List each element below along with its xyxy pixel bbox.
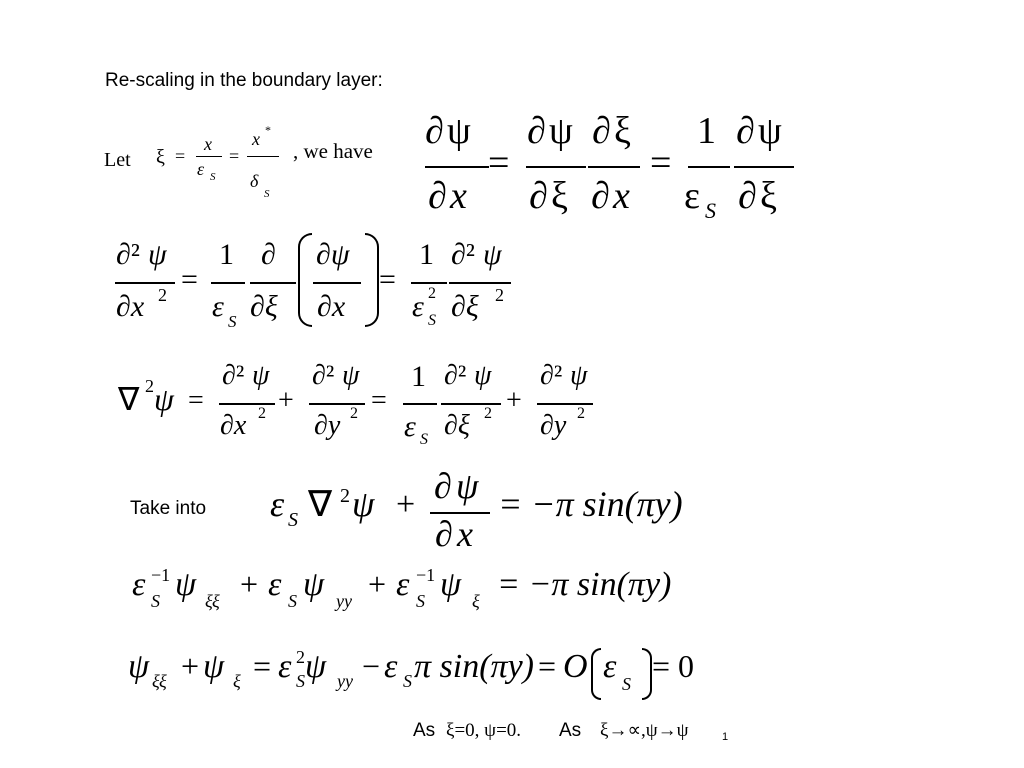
epsilon-symbol: ε	[197, 159, 205, 179]
dx-symbol: ∂x	[317, 290, 346, 323]
epsilon-symbol: ε	[404, 410, 416, 443]
d-squared-symbol: ∂²	[444, 360, 467, 391]
dxi-symbol: ∂ξ	[250, 290, 278, 323]
d-squared-symbol: ∂²	[540, 360, 563, 391]
psi-symbol: ψ	[483, 238, 502, 271]
x-symbol: x	[457, 514, 473, 554]
delta-symbol: δ	[250, 171, 259, 191]
plus-sign: +	[278, 385, 294, 416]
exponent-two: 2	[495, 285, 504, 305]
epsilon-symbol: ε	[396, 566, 410, 603]
subscript-s: S	[420, 431, 428, 448]
epsilon-symbol: ε	[603, 648, 617, 685]
exponent-two: 2	[350, 405, 358, 422]
partial-symbol: ∂	[434, 466, 452, 506]
partial-symbol: ∂	[435, 514, 453, 554]
equals-sign: =	[188, 385, 204, 416]
subscript-s: S	[228, 312, 237, 331]
psi-symbol: ψ	[570, 360, 588, 391]
right-parenthesis	[642, 648, 652, 700]
x-symbol: x	[450, 175, 467, 217]
epsilon-symbol: ε	[268, 566, 282, 603]
right-hand-side: = −π sin(πy)	[498, 484, 683, 524]
equals-sign: =	[253, 648, 272, 684]
xi-symbol: ξ	[614, 110, 631, 152]
psi-symbol: ψ	[440, 566, 462, 603]
subscript-s: S	[622, 674, 631, 694]
x-numerator: x	[252, 129, 260, 149]
xi-symbol: ξ	[156, 146, 165, 168]
psi-symbol: ψ	[342, 360, 360, 391]
exponent-two: 2	[484, 405, 492, 422]
dxi-symbol: ∂ξ	[451, 290, 479, 323]
epsilon-symbol: ε	[412, 290, 424, 323]
psi-symbol: ψ	[305, 648, 327, 685]
subscript-yy: yy	[336, 591, 352, 611]
psi-symbol: ψ	[474, 360, 492, 391]
equals-sign: =	[175, 146, 186, 166]
exponent-two: 2	[296, 647, 305, 667]
big-o-symbol: O	[563, 648, 588, 685]
partial-symbol: ∂	[428, 175, 447, 217]
plus-sign: +	[506, 385, 522, 416]
subscript-s: S	[403, 671, 412, 691]
minus-sign: −	[362, 648, 381, 684]
plus-sign: +	[240, 566, 259, 602]
subscript-s: S	[428, 312, 436, 329]
slide-title: Re-scaling in the boundary layer:	[105, 70, 383, 91]
fraction-bar	[211, 282, 245, 284]
exponent-minus-one: −1	[151, 565, 171, 585]
dy-symbol: ∂y	[540, 410, 567, 441]
fraction-bar	[734, 166, 794, 168]
partial-symbol: ∂	[527, 110, 546, 152]
equals-sign: =	[379, 263, 396, 296]
x-symbol: x	[613, 175, 630, 217]
as-label: As	[413, 720, 436, 741]
psi-symbol: ψ	[252, 360, 270, 391]
fraction-bar	[411, 282, 447, 284]
psi-symbol: ψ	[154, 381, 174, 417]
epsilon-symbol: ε	[270, 484, 285, 524]
psi-symbol: ψ	[549, 110, 573, 152]
bc-limit: ξ→∝,ψ→ψ	[600, 720, 689, 741]
psi-symbol: ψ	[352, 484, 375, 524]
epsilon-symbol: ε	[132, 566, 146, 603]
exponent-two: 2	[577, 405, 585, 422]
left-parenthesis	[298, 233, 312, 327]
subscript-s: S	[210, 171, 216, 183]
fraction-bar	[526, 166, 586, 168]
dx-symbol: ∂x	[116, 290, 145, 323]
one-numerator: 1	[219, 238, 234, 271]
bc-xi-zero: ξ=0, ψ=0.	[446, 720, 522, 741]
subscript-yy: yy	[337, 671, 353, 691]
partial-symbol: ∂	[738, 175, 757, 217]
psi-symbol: ψ	[303, 566, 325, 603]
fraction-bar	[403, 403, 437, 405]
dpsi-symbol: ∂ψ	[316, 238, 350, 271]
equals-sign: =	[650, 142, 672, 184]
partial-symbol: ∂	[591, 175, 610, 217]
d-squared-symbol: ∂²	[451, 238, 475, 271]
plus-sign: +	[181, 648, 200, 684]
subscript-xixi: ξξ	[152, 671, 167, 691]
subscript-s: S	[151, 591, 160, 611]
epsilon-symbol: ε	[684, 175, 700, 217]
epsilon-symbol: ε	[384, 648, 398, 685]
xi-symbol: ξ	[551, 175, 568, 217]
left-parenthesis	[591, 648, 601, 700]
pi-sin-term: π sin(πy)	[414, 648, 534, 685]
as-label: As	[559, 720, 582, 741]
epsilon-symbol: ε	[212, 290, 224, 323]
exponent-minus-one: −1	[416, 565, 436, 585]
d-squared-symbol: ∂²	[116, 238, 140, 271]
fraction-bar	[688, 166, 730, 168]
d-squared-symbol: ∂²	[312, 360, 335, 391]
one-numerator: 1	[697, 110, 716, 152]
fraction-bar	[115, 282, 175, 284]
one-numerator: 1	[419, 238, 434, 271]
plus-sign: +	[368, 566, 387, 602]
star-superscript: *	[265, 123, 271, 137]
psi-symbol: ψ	[447, 110, 471, 152]
subscript-s: S	[264, 188, 270, 200]
equals-sign: =	[181, 263, 198, 296]
fraction-bar	[441, 403, 501, 405]
psi-symbol: ψ	[203, 648, 225, 685]
exponent-two: 2	[145, 376, 154, 396]
equals-sign: =	[538, 648, 557, 684]
partial-symbol: ∂	[425, 110, 444, 152]
psi-symbol: ψ	[456, 466, 479, 506]
partial-symbol: ∂	[529, 175, 548, 217]
take-into-label: Take into	[130, 498, 207, 519]
exponent-two: 2	[258, 405, 266, 422]
subscript-s: S	[705, 198, 716, 223]
we-have-text: , we have	[293, 139, 373, 163]
xi-symbol: ξ	[760, 175, 777, 217]
fraction-bar	[219, 403, 275, 405]
fraction-bar	[449, 282, 511, 284]
fraction-bar	[247, 156, 279, 157]
fraction-bar	[250, 282, 296, 284]
partial-symbol: ∂	[736, 110, 755, 152]
exponent-two: 2	[158, 285, 167, 305]
psi-symbol: ψ	[175, 566, 197, 603]
psi-symbol: ψ	[758, 110, 782, 152]
right-hand-side: = −π sin(πy)	[497, 566, 672, 603]
fraction-bar	[313, 282, 361, 284]
subscript-xi: ξ	[233, 671, 241, 691]
partial-symbol: ∂	[592, 110, 611, 152]
partial-symbol: ∂	[261, 238, 276, 271]
fraction-bar	[425, 166, 489, 168]
psi-symbol: ψ	[128, 648, 150, 685]
subscript-s: S	[288, 509, 298, 531]
subscript-xixi: ξξ	[205, 591, 220, 611]
equals-sign: =	[488, 142, 510, 184]
dxi-symbol: ∂ξ	[444, 410, 470, 441]
epsilon-symbol: ε	[278, 648, 292, 685]
x-numerator: x	[204, 134, 212, 154]
equals-sign: =	[229, 146, 240, 166]
psi-symbol: ψ	[148, 238, 167, 271]
nabla-symbol: ∇	[118, 381, 140, 417]
exponent-two: 2	[428, 285, 436, 302]
subscript-xi: ξ	[472, 591, 480, 611]
d-squared-symbol: ∂²	[222, 360, 245, 391]
nabla-symbol: ∇	[308, 484, 333, 524]
right-hand-side: = 0	[652, 648, 695, 684]
subscript-s: S	[288, 591, 297, 611]
subscript-one: 1	[722, 731, 729, 743]
one-numerator: 1	[411, 360, 426, 393]
subscript-s: S	[296, 671, 305, 691]
exponent-two: 2	[340, 485, 350, 507]
dy-symbol: ∂y	[314, 410, 341, 441]
dx-symbol: ∂x	[220, 410, 247, 441]
fraction-bar	[588, 166, 640, 168]
subscript-s: S	[416, 591, 425, 611]
plus-sign: +	[396, 486, 416, 523]
right-parenthesis	[365, 233, 379, 327]
let-label: Let	[104, 149, 131, 171]
equals-sign: =	[371, 385, 387, 416]
fraction-bar	[196, 156, 222, 157]
